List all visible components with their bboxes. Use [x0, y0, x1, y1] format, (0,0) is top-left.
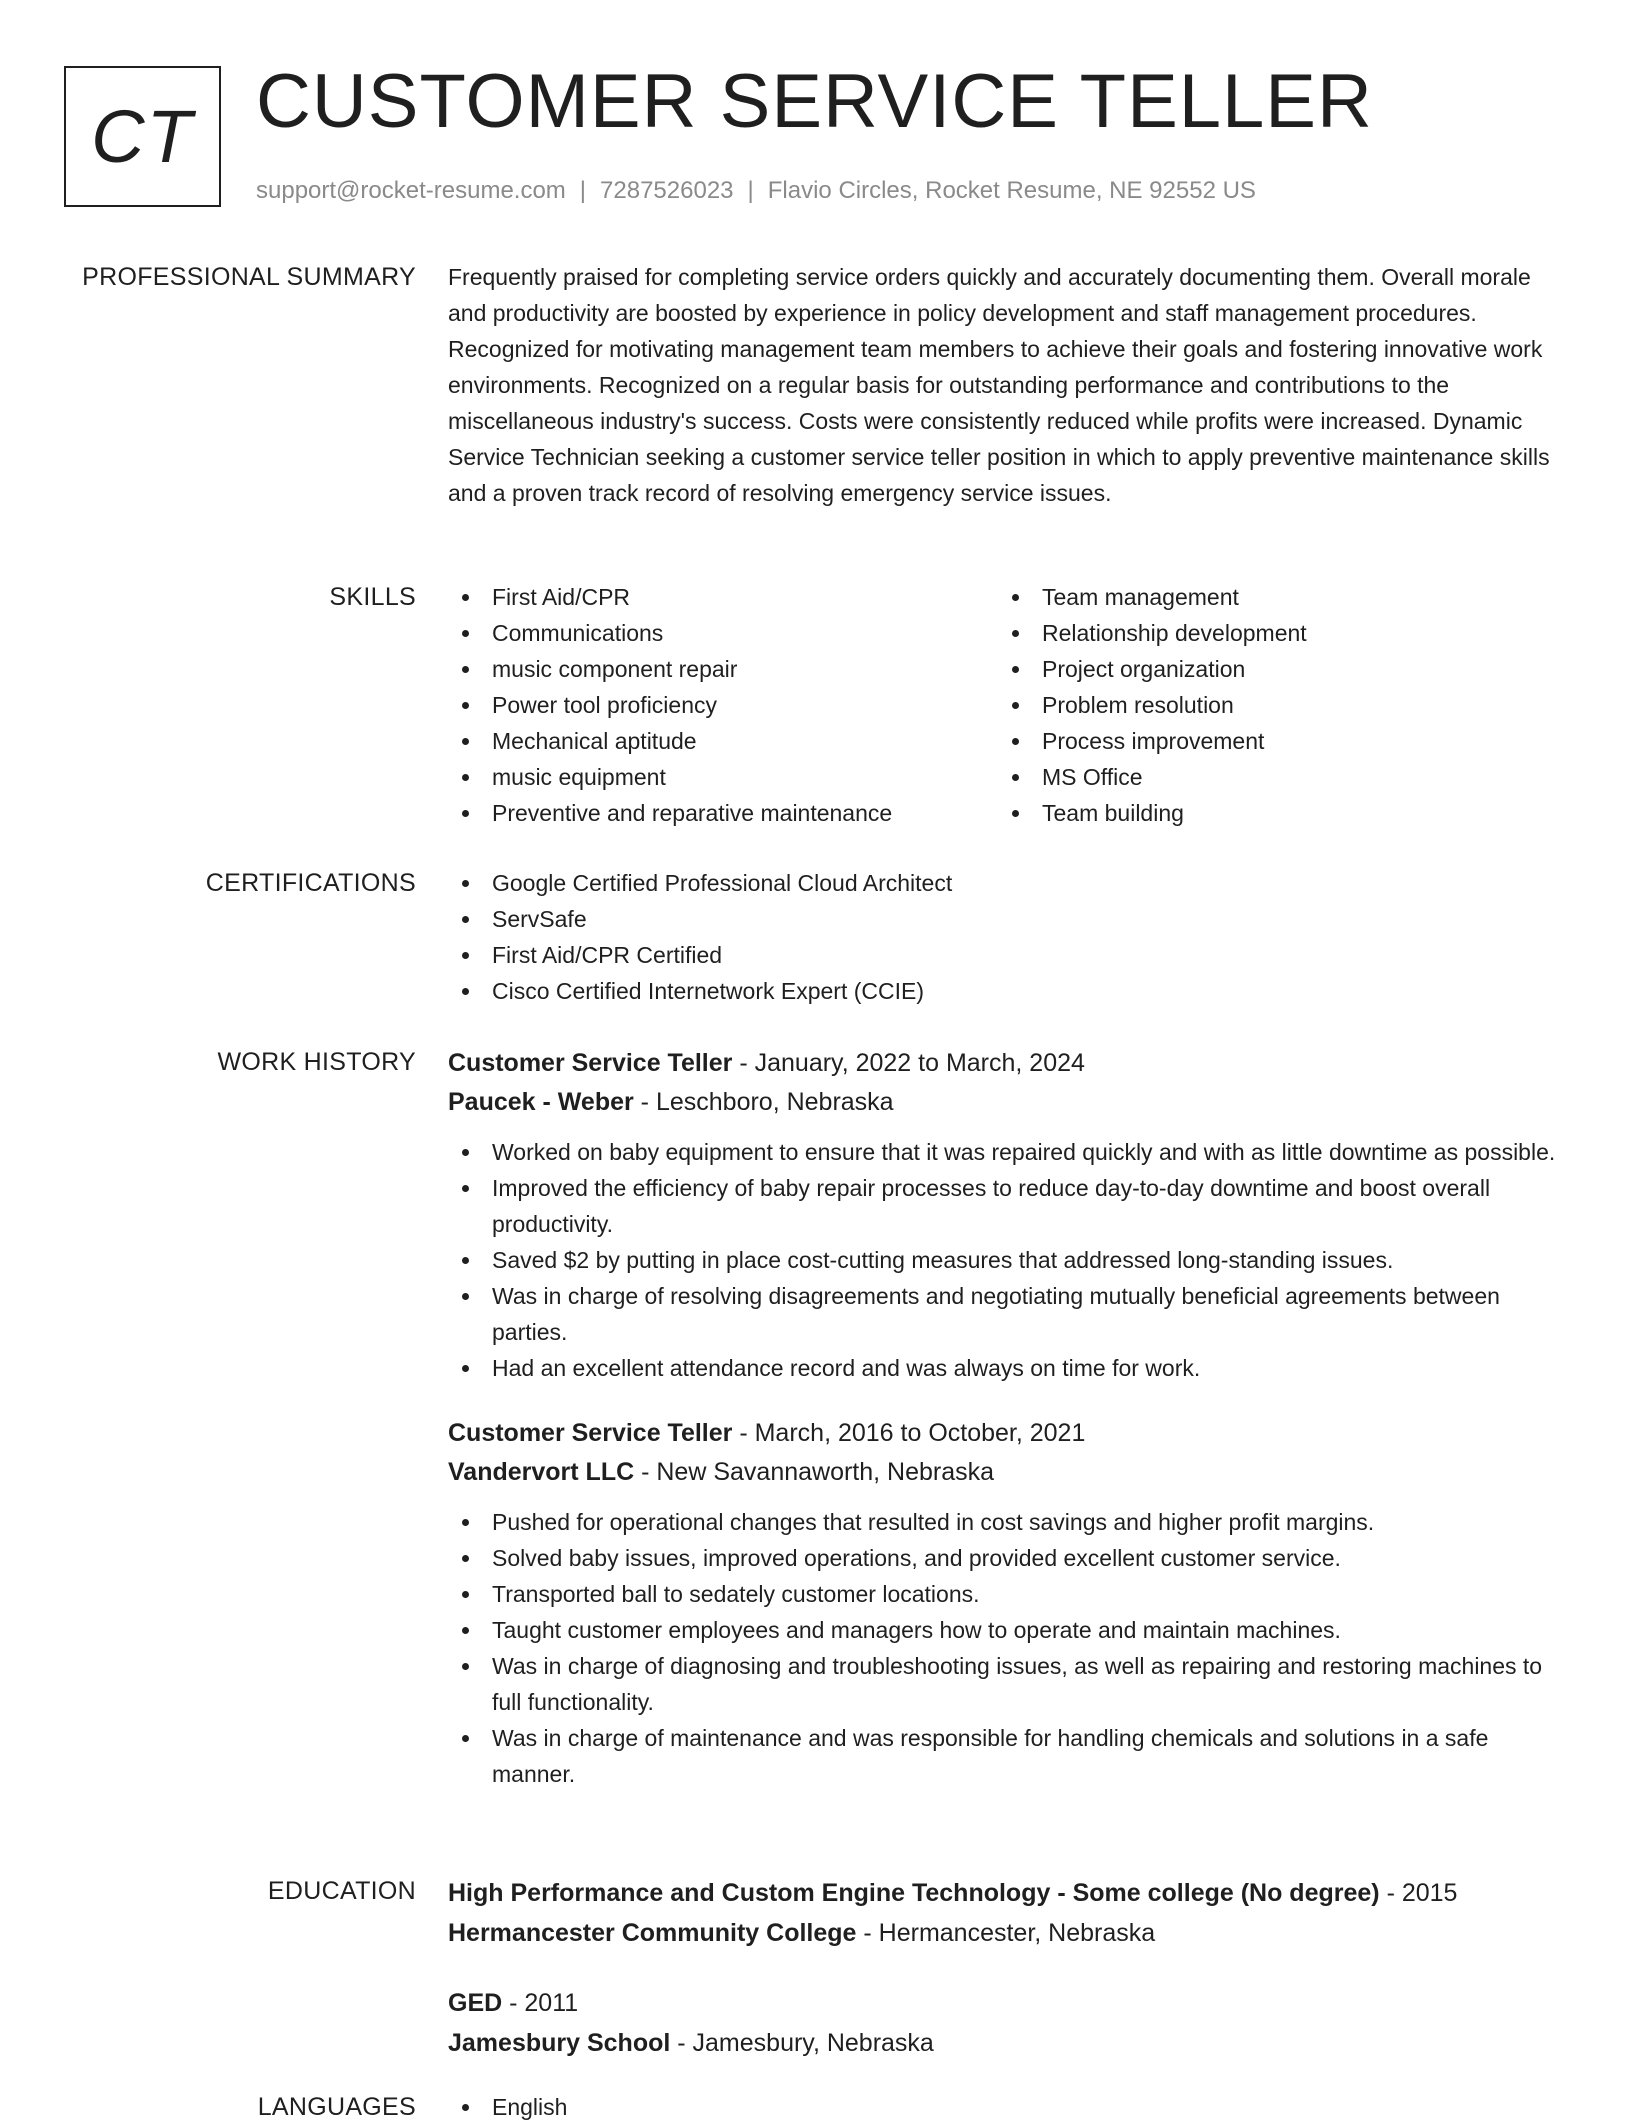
- education-location: - Hermancester, Nebraska: [856, 1919, 1156, 1947]
- skill-item: Project organization: [998, 651, 1548, 687]
- job-bullet: Was in charge of diagnosing and troubleshooting issues, as well as repairing and restoring machines to full functionality.: [448, 1648, 1556, 1720]
- education-school: Jamesbury School: [448, 2029, 671, 2057]
- job-company: Paucek - Weber: [448, 1088, 634, 1116]
- monogram-logo: CT: [64, 66, 221, 207]
- job-dates: - March, 2016 to October, 2021: [732, 1419, 1086, 1447]
- contact-email: support@rocket-resume.com: [256, 177, 566, 204]
- skill-item: Mechanical aptitude: [448, 723, 998, 759]
- education-body: [448, 1873, 1556, 2093]
- education-school: Hermancester Community College: [448, 1919, 857, 1947]
- languages-list: [448, 2089, 1556, 2125]
- skill-item: Preventive and reparative maintenance: [448, 795, 998, 831]
- job-title: Customer Service Teller: [448, 1049, 733, 1077]
- education-location: - Jamesbury, Nebraska: [670, 2029, 934, 2057]
- education-degree: High Performance and Custom Engine Technology - Some college (No degree): [448, 1879, 1380, 1907]
- job-company-line: [448, 1452, 1556, 1492]
- certification-item: Cisco Certified Internetwork Expert (CCIE): [448, 973, 1556, 1009]
- skill-item: First Aid/CPR: [448, 579, 998, 615]
- contact-line: [256, 176, 1256, 206]
- skill-item: Communications: [448, 615, 998, 651]
- job-bullet: Improved the efficiency of baby repair processes to reduce day-to-day downtime and boost overall productivity.: [448, 1170, 1556, 1242]
- job-bullet: Taught customer employees and managers how to operate and maintain machines.: [448, 1612, 1556, 1648]
- skill-item: Team management: [998, 579, 1548, 615]
- skills-heading: SKILLS: [329, 583, 416, 611]
- certification-item: ServSafe: [448, 901, 1556, 937]
- education-heading: EDUCATION: [267, 1877, 416, 1905]
- education-year: - 2015: [1379, 1879, 1458, 1907]
- certification-item: First Aid/CPR Certified: [448, 937, 1556, 973]
- job-bullets: [448, 1504, 1556, 1792]
- skill-item: music equipment: [448, 759, 998, 795]
- job-bullet: Worked on baby equipment to ensure that it was repaired quickly and with as little downtime as possible.: [448, 1134, 1556, 1170]
- job-bullet: Transported ball to sedately customer locations.: [448, 1576, 1556, 1612]
- job-bullet: Saved $2 by putting in place cost-cutting measures that addressed long-standing issues.: [448, 1242, 1556, 1278]
- education-year: - 2011: [502, 1989, 579, 2017]
- job-dates: - January, 2022 to March, 2024: [732, 1049, 1085, 1077]
- skills-list-right: [998, 579, 1548, 831]
- job-company: Vandervort LLC: [448, 1458, 635, 1486]
- certifications-list: [448, 865, 1556, 1009]
- education-school-line: [448, 2023, 1556, 2063]
- job-bullet: Was in charge of resolving disagreements and negotiating mutually beneficial agreements between parties.: [448, 1278, 1556, 1350]
- job-location: - New Savannaworth, Nebraska: [634, 1458, 995, 1486]
- job-company-line: [448, 1082, 1556, 1122]
- education-school-line: [448, 1913, 1556, 1953]
- skill-item: Relationship development: [998, 615, 1548, 651]
- job-title: Customer Service Teller: [448, 1419, 733, 1447]
- job-bullet: Solved baby issues, improved operations, and provided excellent customer service.: [448, 1540, 1556, 1576]
- job-bullet: Had an excellent attendance record and was always on time for work.: [448, 1350, 1556, 1386]
- skill-item: Problem resolution: [998, 687, 1548, 723]
- candidate-name: CUSTOMER SERVICE TELLER: [256, 59, 1373, 144]
- contact-phone: 7287526023: [600, 177, 734, 204]
- job-title-line: [448, 1044, 1556, 1082]
- skill-item: Power tool proficiency: [448, 687, 998, 723]
- skill-item: Process improvement: [998, 723, 1548, 759]
- education-degree: GED: [448, 1989, 503, 2017]
- job-bullet: Pushed for operational changes that resulted in cost savings and higher profit margins.: [448, 1504, 1556, 1540]
- education-entry: [448, 1873, 1556, 1953]
- education-degree-line: [448, 1983, 1556, 2023]
- education-degree-line: [448, 1873, 1556, 1913]
- contact-address: Flavio Circles, Rocket Resume, NE 92552 US: [767, 177, 1256, 204]
- skill-item: MS Office: [998, 759, 1548, 795]
- contact-separator: |: [579, 177, 587, 204]
- language-item: English: [448, 2089, 1556, 2125]
- languages-heading: LANGUAGES: [257, 2093, 416, 2121]
- summary-heading: PROFESSIONAL SUMMARY: [82, 263, 416, 291]
- summary-text: Frequently praised for completing service orders quickly and accurately documenting them. Overall morale and productivity are boosted by experience in policy development and staff management procedures. Recognized for motivating management team members to achieve their goals and fostering innovative work environments. Recognized on a regular basis for outstanding performance and contributions to the miscellaneous industry's success. Costs were consistently reduced while profits were increased. Dynamic Service Technician seeking a customer service teller position in which to apply preventive maintenance skills and a proven track record of resolving emergency service issues.: [448, 264, 1550, 506]
- skill-item: Team building: [998, 795, 1548, 831]
- job-entry: [448, 1044, 1556, 1386]
- education-entry: [448, 1983, 1556, 2063]
- skill-item: music component repair: [448, 651, 998, 687]
- job-location: - Leschboro, Nebraska: [633, 1088, 894, 1116]
- contact-separator: |: [747, 177, 754, 204]
- job-bullets: [448, 1134, 1556, 1386]
- skills-list-left: [448, 579, 998, 831]
- job-title-line: [448, 1414, 1556, 1452]
- work-history-heading: WORK HISTORY: [217, 1048, 416, 1076]
- job-bullet: Was in charge of maintenance and was responsible for handling chemicals and solutions in a safe manner.: [448, 1720, 1556, 1792]
- work-history-body: [448, 1044, 1556, 1820]
- job-entry: [448, 1414, 1556, 1792]
- certifications-heading: CERTIFICATIONS: [205, 869, 416, 897]
- certification-item: Google Certified Professional Cloud Architect: [448, 865, 1556, 901]
